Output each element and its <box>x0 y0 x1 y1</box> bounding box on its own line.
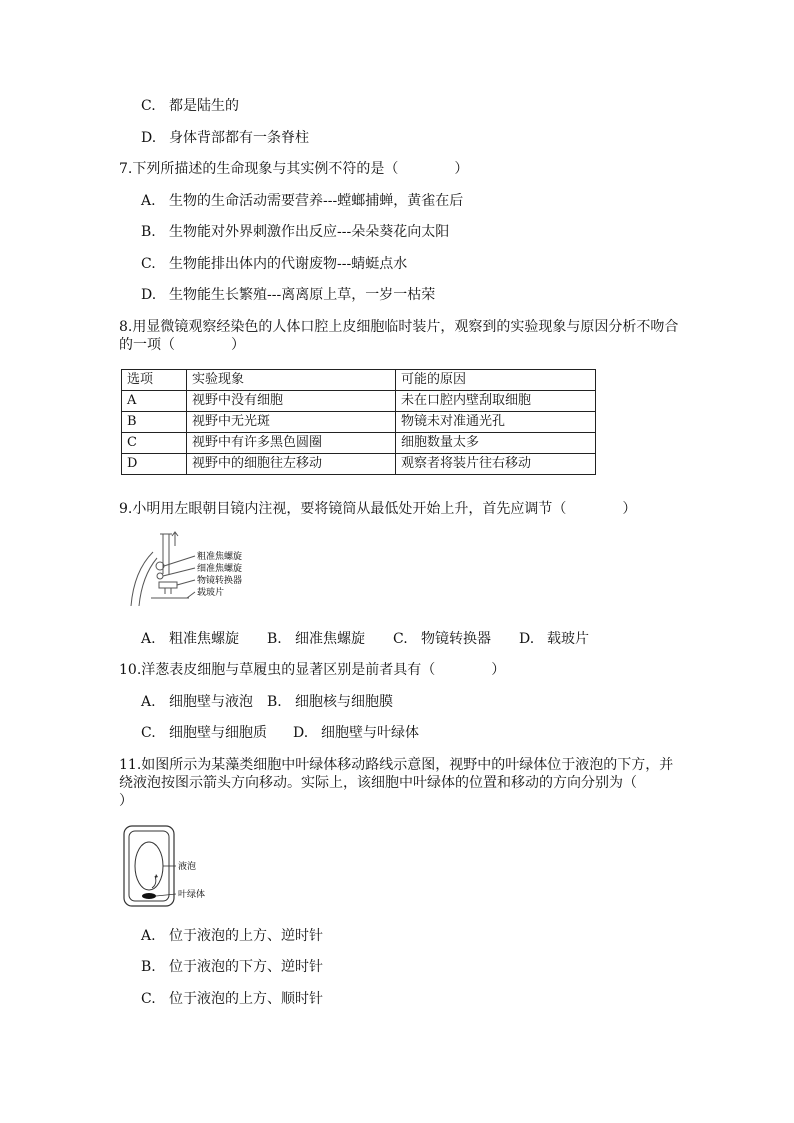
option-text: 身体背部都有一条脊柱 <box>169 130 309 146</box>
q9-option-d <box>519 631 589 647</box>
table-cell: D <box>122 454 187 475</box>
q10-options-row2 <box>141 724 419 742</box>
q7-stem: 7.下列所描述的生命现象与其实例不符的是（ ） <box>119 161 469 177</box>
q10-stem: 10.洋葱表皮细胞与草履虫的显著区别是前者具有（ ） <box>119 662 506 678</box>
option-letter: C. <box>141 256 156 272</box>
table-cell: 视野中的细胞往左移动 <box>187 454 396 475</box>
q9-option-c <box>393 631 491 647</box>
option-letter: C. <box>141 98 156 114</box>
option-text: 细胞壁与细胞质 <box>169 725 267 741</box>
q11-stem-line1: 11.如图所示为某藻类细胞中叶绿体移动路线示意图，视野中的叶绿体位于液泡的下方，并 <box>119 757 674 773</box>
figure-label-chloroplast: 叶绿体 <box>178 890 206 900</box>
q11-option-c <box>141 990 323 1008</box>
q10-option-c <box>141 725 267 741</box>
option-letter: A. <box>141 694 156 710</box>
q11-option-b <box>141 958 323 976</box>
figure-label-vacuole: 液泡 <box>178 862 197 872</box>
table-header-row <box>122 370 596 391</box>
option-letter: A. <box>141 631 156 647</box>
q9-option-a <box>141 631 239 647</box>
option-text: 细胞壁与液泡 <box>169 694 253 710</box>
option-letter: B. <box>141 224 156 240</box>
option-text: 细准焦螺旋 <box>295 631 365 647</box>
table-cell: 视野中有许多黑色圆圈 <box>187 433 396 454</box>
figure-label-fine: 细准焦螺旋 <box>197 564 243 574</box>
table-header-cell: 选项 <box>122 370 187 391</box>
option-letter: A. <box>141 928 156 944</box>
table-row <box>122 391 596 412</box>
option-letter: B. <box>267 694 282 710</box>
option-letter: C. <box>141 725 156 741</box>
table-header-cell: 实验现象 <box>187 370 396 391</box>
q7-option-c <box>141 255 407 273</box>
option-letter: B. <box>267 631 282 647</box>
option-text: 位于液泡的上方、逆时针 <box>169 928 323 944</box>
table-header-cell: 可能的原因 <box>396 370 596 391</box>
option-text: 载玻片 <box>547 631 589 647</box>
figure-label-slide: 载玻片 <box>197 588 225 598</box>
table-cell: C <box>122 433 187 454</box>
option-text: 生物能对外界刺激作出反应---朵朵葵花向太阳 <box>169 224 450 240</box>
option-letter: B. <box>141 959 156 975</box>
q10-option-d <box>293 725 419 741</box>
table-row <box>122 412 596 433</box>
option-text: 位于液泡的上方、顺时针 <box>169 991 323 1007</box>
cell-drawing <box>122 824 232 910</box>
table-row <box>122 433 596 454</box>
microscope-figure <box>127 530 257 610</box>
option-letter: A. <box>141 193 156 209</box>
table-row <box>122 454 596 475</box>
table-cell: 细胞数量太多 <box>396 433 596 454</box>
q6-option-d <box>141 129 309 147</box>
q8-stem-line2: 的一项（ ） <box>119 337 245 353</box>
q7-option-a <box>141 192 463 210</box>
option-letter: D. <box>519 631 535 647</box>
q8-stem-line1: 8.用显微镜观察经染色的人体口腔上皮细胞临时装片，观察到的实验现象与原因分析不吻合 <box>119 319 679 335</box>
cell-figure <box>122 824 232 910</box>
option-text: 物镜转换器 <box>421 631 491 647</box>
table-cell: 观察者将装片往右移动 <box>396 454 596 475</box>
figure-label-nosepiece: 物镜转换器 <box>197 576 243 586</box>
experiment-table <box>121 369 596 475</box>
option-letter: D. <box>141 130 157 146</box>
q11-stem-line2: 绕液泡按图示箭头方向移动。实际上，该细胞中叶绿体的位置和移动的方向分别为（ <box>119 775 637 791</box>
q10-option-b <box>267 694 393 710</box>
microscope-drawing <box>127 530 257 610</box>
q7-option-d <box>141 286 435 304</box>
option-letter: D. <box>141 287 157 303</box>
option-text: 生物能生长繁殖---离离原上草，一岁一枯荣 <box>169 287 436 303</box>
option-text: 生物能排出体内的代谢废物---蜻蜓点水 <box>169 256 408 272</box>
option-text: 粗准焦螺旋 <box>169 631 239 647</box>
option-text: 细胞核与细胞膜 <box>295 694 393 710</box>
table-cell: A <box>122 391 187 412</box>
table-cell: 视野中没有细胞 <box>187 391 396 412</box>
table-cell: 物镜未对准通光孔 <box>396 412 596 433</box>
option-text: 位于液泡的下方、逆时针 <box>169 959 323 975</box>
option-letter: D. <box>293 725 309 741</box>
option-text: 生物的生命活动需要营养---螳螂捕蝉，黄雀在后 <box>169 193 464 209</box>
q9-options-row <box>141 630 589 648</box>
q11-stem-line3: ） <box>119 793 133 809</box>
q9-option-b <box>267 631 365 647</box>
table-cell: 未在口腔内壁刮取细胞 <box>396 391 596 412</box>
q7-option-b <box>141 223 449 241</box>
table-cell: 视野中无光斑 <box>187 412 396 433</box>
figure-label-coarse: 粗准焦螺旋 <box>197 552 243 562</box>
table-cell: B <box>122 412 187 433</box>
q6-option-c <box>141 97 239 115</box>
option-letter: C. <box>393 631 408 647</box>
option-text: 细胞壁与叶绿体 <box>321 725 419 741</box>
q9-stem: 9.小明用左眼朝目镜内注视，要将镜筒从最低处开始上升，首先应调节（ ） <box>119 501 637 517</box>
q11-option-a <box>141 927 323 945</box>
q10-option-a <box>141 694 253 710</box>
q10-options-row1 <box>141 693 393 711</box>
option-text: 都是陆生的 <box>169 98 239 114</box>
option-letter: C. <box>141 991 156 1007</box>
